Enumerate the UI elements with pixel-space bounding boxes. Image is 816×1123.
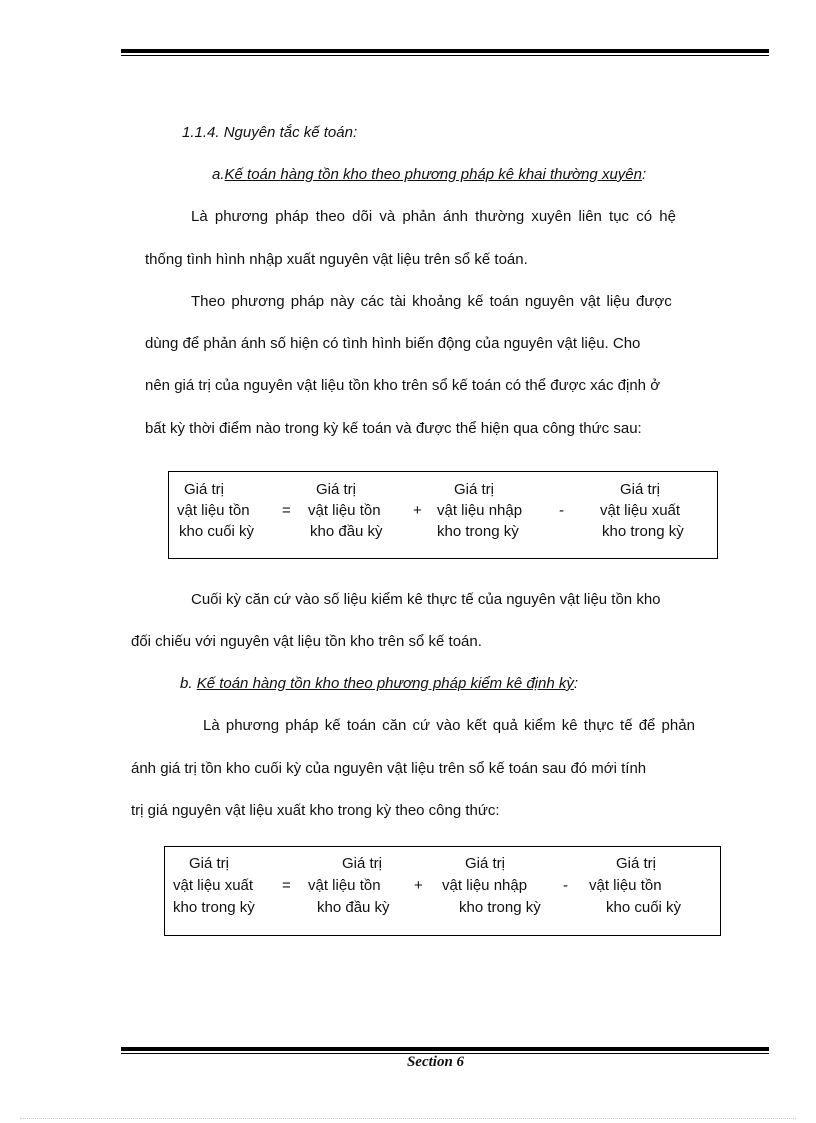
section-b-title: Kế toán hàng tồn kho theo phương pháp kiểm kê định kỳ: [196, 675, 574, 692]
f1-c4-r3: kho trong kỳ: [602, 523, 684, 540]
para4-line2: ánh giá trị tồn kho cuối kỳ của nguyên vật liệu trên sổ kế toán sau đó mới tính: [131, 760, 647, 777]
f2-c2-r2: vật liệu tồn: [308, 877, 381, 894]
para4-line3: trị giá nguyên vật liệu xuất kho trong kỳ theo công thức:: [131, 802, 500, 819]
f2-c1-r1: Giá trị: [189, 855, 230, 872]
f1-c3-r3: kho trong kỳ: [437, 523, 519, 540]
f1-c1-r3: kho cuối kỳ: [179, 523, 255, 540]
f2-equals: =: [282, 877, 291, 894]
para4-line1: Là phương pháp kế toán căn cứ vào kết quả kiểm kê thực tế để phản: [203, 717, 695, 734]
f1-c4-r2: vật liệu xuất: [600, 502, 681, 519]
f1-c3-r2: vật liệu nhập: [437, 502, 523, 519]
page-edge-dotted-line: [20, 1118, 796, 1119]
para1-line1: Là phương pháp theo dõi và phản ánh thường xuyên liên tục có hệ: [191, 208, 676, 225]
f2-c2-r1: Giá trị: [342, 855, 383, 872]
para3-line1: Cuối kỳ căn cứ vào số liệu kiểm kê thực tế của nguyên vật liệu tồn kho: [191, 591, 661, 608]
f1-minus: -: [559, 502, 564, 519]
f2-c3-r3: kho trong kỳ: [459, 899, 541, 916]
section-a-prefix: a.: [212, 166, 225, 183]
f2-minus: -: [563, 877, 568, 894]
section-b-suffix: :: [573, 675, 579, 692]
para3-line2: đối chiếu với nguyên vật liệu tồn kho trên sổ kế toán.: [131, 633, 482, 650]
para2-line3: nên giá trị của nguyên vật liệu tồn kho trên sổ kế toán có thể được xác định ở: [145, 377, 661, 394]
f1-c2-r2: vật liệu tồn: [308, 502, 381, 519]
section-b-prefix: b.: [180, 675, 193, 692]
f2-c4-r3: kho cuối kỳ: [606, 899, 682, 916]
f1-c3-r1: Giá trị: [454, 481, 495, 498]
para1-line2: thống tình hình nhập xuất nguyên vật liệu trên sổ kế toán.: [145, 251, 528, 268]
f1-c1-r2: vật liệu tồn: [177, 502, 250, 519]
heading: 1.1.4. Nguyên tắc kế toán:: [182, 124, 358, 141]
header-rule-thin: [121, 55, 769, 56]
formula-box-2: [164, 846, 721, 936]
section-a-title: Kế toán hàng tồn kho theo phương pháp kê khai thường xuyên: [224, 166, 642, 183]
para2-line4: bất kỳ thời điểm nào trong kỳ kế toán và được thể hiện qua công thức sau:: [145, 420, 642, 437]
section-a-heading: [212, 166, 646, 183]
para2-line2: dùng để phản ánh số hiện có tình hình biến động của nguyên vật liệu. Cho: [145, 335, 641, 352]
f1-c2-r1: Giá trị: [316, 481, 357, 498]
para2-line1: Theo phương pháp này các tài khoảng kế toán nguyên vật liệu được: [191, 293, 672, 310]
footer-section-label: Section 6: [406, 1054, 465, 1070]
f1-plus: +: [413, 502, 422, 519]
f1-equals: =: [282, 502, 291, 519]
formula-box-1: [168, 471, 718, 559]
f1-c4-r1: Giá trị: [620, 481, 661, 498]
f2-c2-r3: kho đầu kỳ: [317, 899, 390, 916]
f2-c1-r2: vật liệu xuất: [173, 877, 254, 894]
f2-plus: +: [414, 877, 423, 894]
f2-c4-r1: Giá trị: [616, 855, 657, 872]
section-b-heading: [180, 675, 578, 692]
section-a-suffix: :: [641, 166, 647, 183]
f2-c1-r3: kho trong kỳ: [173, 899, 255, 916]
f1-c2-r3: kho đầu kỳ: [310, 523, 383, 540]
f1-c1-r1: Giá trị: [184, 481, 225, 498]
f2-c3-r1: Giá trị: [465, 855, 506, 872]
header-rule-thick: [121, 49, 769, 53]
f2-c4-r2: vật liệu tồn: [589, 877, 662, 894]
f2-c3-r2: vật liệu nhập: [442, 877, 528, 894]
footer-rule-thick: [121, 1047, 769, 1051]
